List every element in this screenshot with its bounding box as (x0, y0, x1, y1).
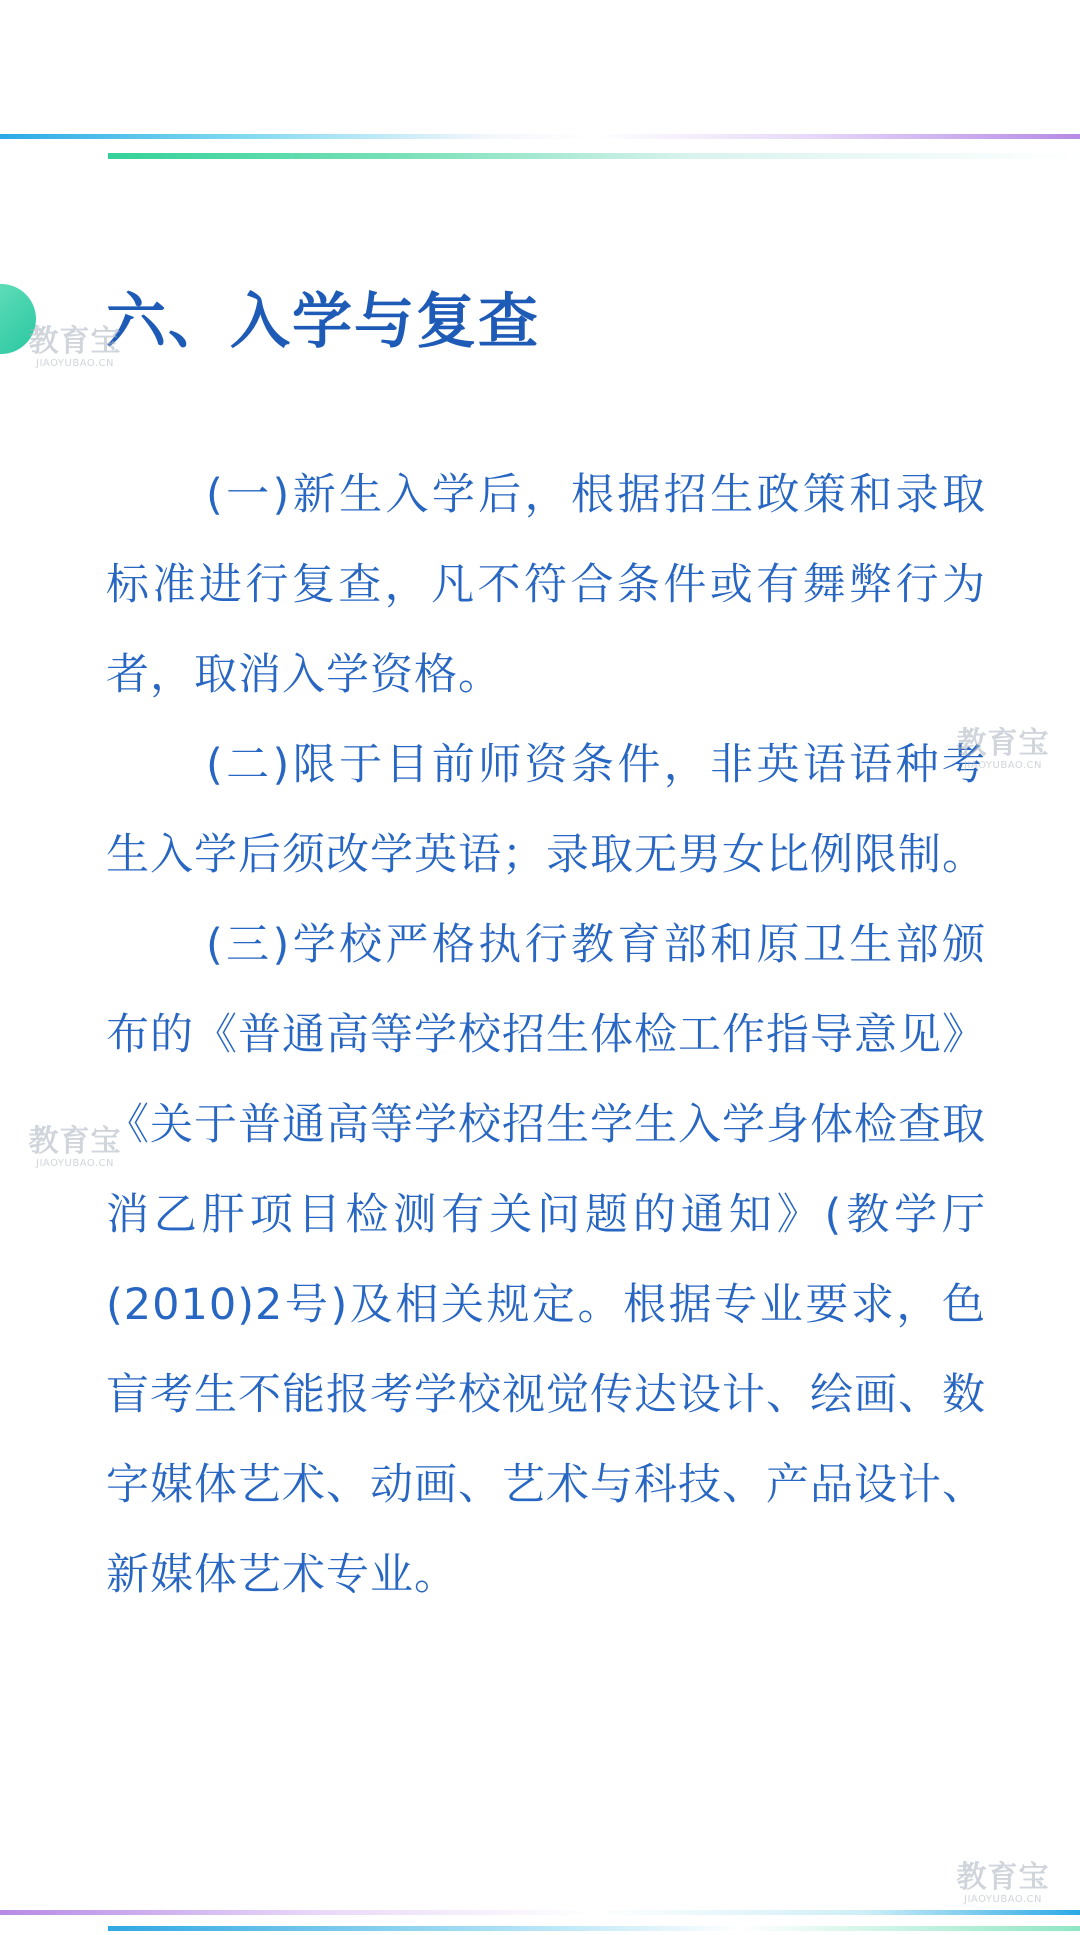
paragraph-3: (三)学校严格执行教育部和原卫生部颁布的《普通高等学校招生体检工作指导意见》《关于普通高等学校招生学生入学身体检查取消乙肝项目检测有关问题的通知》(教学厅(2010)2号)及相关规定。根据专业要求，色盲考生不能报考学校视觉传达设计、绘画、数字媒体艺术、动画、艺术与科技、产品设计、新媒体艺术专业。 (106, 920, 986, 1600)
watermark-url: JIAOYUBAO.CN (36, 1158, 114, 1169)
paragraph-1: (一)新生入学后，根据招生政策和录取标准进行复查，凡不符合条件或有舞弊行为者，取消入学资格。 (106, 470, 986, 700)
paragraph-2: (二)限于目前师资条件，非英语语种考生入学后须改学英语；录取无男女比例限制。 (106, 740, 986, 880)
section-marker-dot (0, 284, 36, 354)
watermark-logo (948, 1862, 1058, 1906)
top-decorative-line (0, 134, 1080, 139)
watermark-text: 教育宝 (956, 726, 1050, 761)
bottom-decorative-line-secondary (108, 1926, 1080, 1931)
section-heading: 六、入学与复查 (106, 287, 540, 357)
top-decorative-line-secondary (108, 153, 1080, 159)
watermark-text: 教育宝 (28, 324, 122, 359)
section-body (106, 450, 986, 1620)
bottom-decorative-line (0, 1910, 1080, 1915)
watermark-text: 教育宝 (956, 1860, 1050, 1895)
watermark-text: 教育宝 (28, 1124, 122, 1159)
watermark-url: JIAOYUBAO.CN (964, 1894, 1042, 1905)
watermark-url: JIAOYUBAO.CN (964, 760, 1042, 771)
watermark-url: JIAOYUBAO.CN (36, 358, 114, 369)
